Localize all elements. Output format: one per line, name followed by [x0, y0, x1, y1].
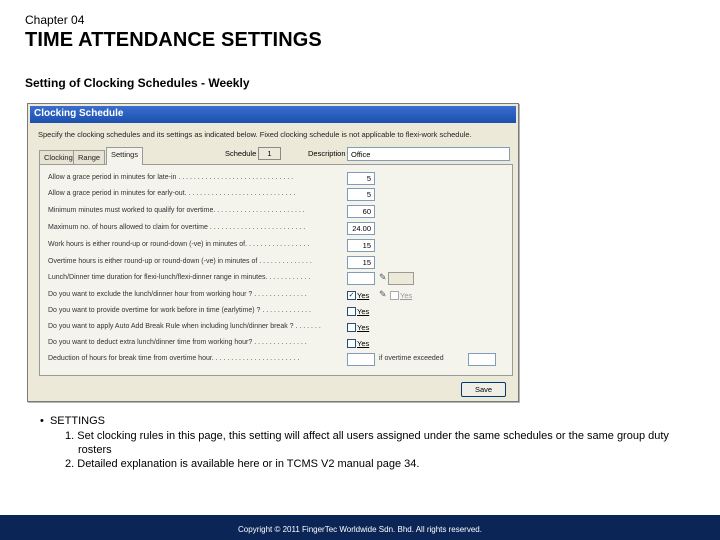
description-field[interactable]: Office [347, 147, 510, 161]
overtime-exceeded-input[interactable] [468, 353, 496, 366]
item-number: 1. [65, 430, 75, 442]
row-label-deduct-extra-lunch: Do you want to deduct extra lunch/dinner time from working hour? . . . . . . . . . . . . . . [48, 339, 307, 346]
schedule-label: Schedule [225, 149, 257, 158]
row-label-auto-add-break: Do you want to apply Auto Add Break Rule when including lunch/dinner break ? . . . . . . . [48, 323, 321, 330]
auto-add-break-checkbox[interactable]: Yes [347, 322, 369, 334]
flexi-lunch-duration-input[interactable] [347, 272, 375, 285]
list-item [40, 457, 680, 471]
deduct-extra-lunch-checkbox[interactable]: Yes [347, 338, 369, 350]
page-subtitle: Setting of Clocking Schedules - Weekly [25, 76, 250, 90]
settings-panel [39, 164, 513, 376]
list-item [40, 429, 680, 457]
early-out-grace-input[interactable]: 5 [347, 188, 375, 201]
row-label-min-overtime: Minimum minutes must worked to qualify for overtime. . . . . . . . . . . . . . . . . . . . . . . . [48, 207, 305, 214]
page-title: TIME ATTENDANCE SETTINGS [25, 29, 322, 51]
late-in-grace-input[interactable]: 5 [347, 172, 375, 185]
exclude-lunch-checkbox[interactable]: ✓ Yes [348, 290, 370, 300]
notes-heading: • SETTINGS [40, 415, 105, 427]
min-overtime-input[interactable]: 60 [347, 205, 375, 218]
row-label-break-deduction: Deduction of hours for break time from overtime hour. . . . . . . . . . . . . . . . . . . . . . . [48, 355, 300, 362]
checkmark-icon: ✓ [348, 291, 355, 299]
row-label-overtime-rounding: Overtime hours is either round-up or round-down (-ve) in minutes of . . . . . . . . . . . . . . [48, 258, 312, 265]
max-overtime-input[interactable]: 24.00 [347, 222, 375, 235]
dialog-instruction: Specify the clocking schedules and its settings as indicated below. Fixed clocking schedule is not applicable to flexi-work schedule. [38, 130, 472, 139]
tab-range[interactable]: Range [73, 150, 105, 164]
schedule-field: 1 [258, 147, 281, 160]
dialog-titlebar: Clocking Schedule [30, 106, 516, 123]
row-label-late-in-grace: Allow a grace period in minutes for late-in . . . . . . . . . . . . . . . . . . . . . . . . . . . . . . [48, 174, 294, 181]
row-label-earlytime-overtime: Do you want to provide overtime for work before in time (earlytime) ? . . . . . . . . . . . . . [48, 307, 311, 314]
row-label-work-rounding: Work hours is either round-up or round-down (-ve) in minutes of. . . . . . . . . . . . . . . . . [48, 241, 310, 248]
earlytime-overtime-checkbox[interactable]: Yes [347, 306, 369, 318]
footer-copyright: Copyright © 2011 FingerTec Worldwide Sdn. Bhd. All rights reserved. [0, 515, 720, 540]
item-number: 2. [65, 458, 75, 470]
overtime-exceeded-label: if overtime exceeded [379, 355, 444, 362]
break-deduction-input[interactable] [347, 353, 375, 366]
row-label-early-out-grace: Allow a grace period in minutes for early-out. . . . . . . . . . . . . . . . . . . . . . . . . . . . . [48, 190, 296, 197]
exclude-lunch-extra-checkbox: Yes [390, 290, 412, 302]
pencil-icon[interactable]: ✎ [379, 289, 387, 299]
save-button[interactable]: Save [461, 382, 506, 397]
chapter-label: Chapter 04 [25, 13, 85, 27]
notes-list [40, 415, 680, 471]
tab-settings[interactable]: Settings [106, 147, 143, 165]
item-text: Set clocking rules in this page, this setting will affect all users assigned under the same schedules or the same group duty rosters [77, 430, 669, 456]
flexi-lunch-extra-field [388, 272, 414, 285]
pencil-icon[interactable]: ✎ [379, 272, 387, 282]
description-label: Description [308, 149, 346, 158]
item-text: Detailed explanation is available here or in TCMS V2 manual page 34. [77, 458, 420, 470]
row-label-max-overtime: Maximum no. of hours allowed to claim for overtime . . . . . . . . . . . . . . . . . . . . . . . . . [48, 224, 306, 231]
row-label-exclude-lunch: Do you want to exclude the lunch/dinner hour from working hour ? . . . . . . . . . . . . . . [48, 291, 307, 298]
row-label-flexi-lunch-duration: Lunch/Dinner time duration for flexi-lunch/flexi-dinner range in minutes. . . . . . . . . . . . [48, 274, 311, 281]
clocking-schedule-dialog [27, 103, 519, 402]
work-rounding-input[interactable]: 15 [347, 239, 375, 252]
overtime-rounding-input[interactable]: 15 [347, 256, 375, 269]
tab-clocking[interactable]: Clocking [39, 150, 78, 164]
